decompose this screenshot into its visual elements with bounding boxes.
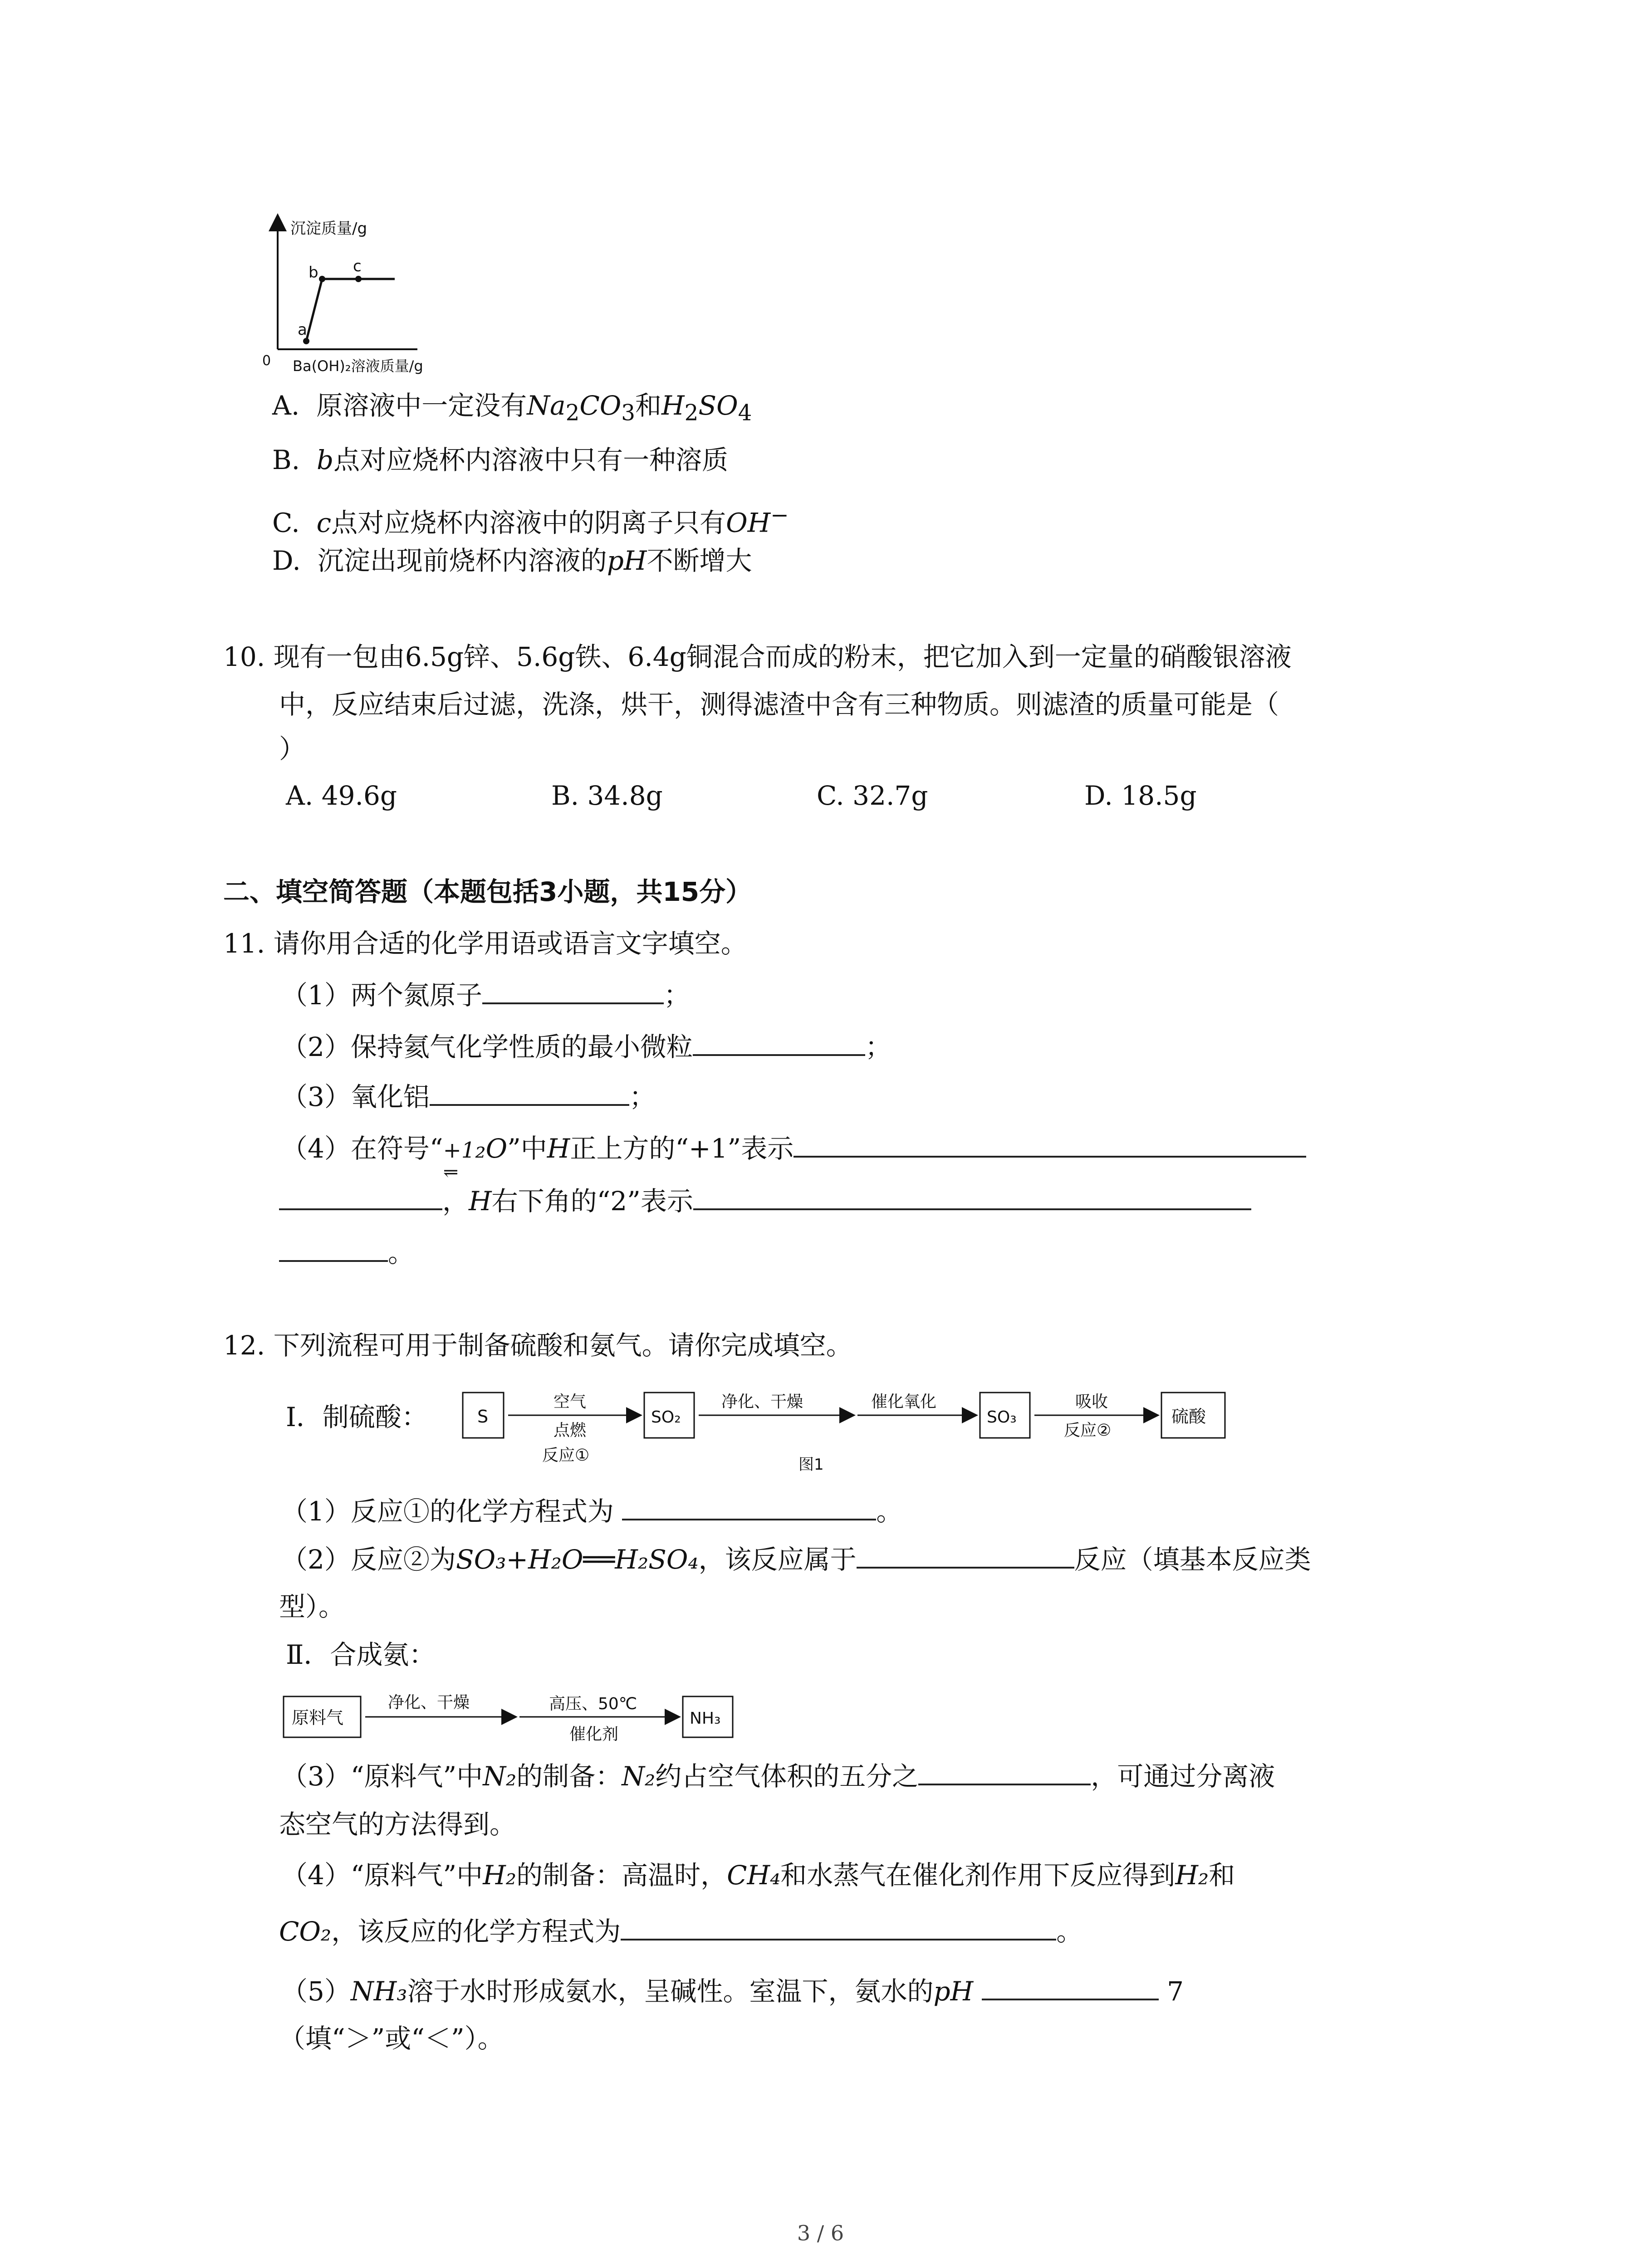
- q12-part1-q2-line2: 型）。: [279, 1591, 345, 1622]
- q11-blank-3[interactable]: [430, 1078, 629, 1106]
- flow1-arrow-3-top: 催化氧化: [871, 1393, 937, 1411]
- flow2-arrow-2-bottom: 催化剂: [569, 1725, 619, 1744]
- flow1-arrow-4-top: 吸收: [1075, 1393, 1108, 1411]
- q12-number: 12.: [223, 1330, 265, 1361]
- precipitate-curve: [306, 279, 395, 341]
- q10-option-d: D. 18.5g: [1084, 780, 1197, 811]
- point-b-label: b: [309, 264, 318, 282]
- origin-label: 0: [262, 353, 271, 369]
- q11-part1: （1）两个氮原子 ；: [281, 976, 690, 1012]
- q11-blank-4c[interactable]: [693, 1182, 1251, 1210]
- q12-part2-q3: （3）“原料气”中N₂的制备：N₂约占空气体积的五分之 ，可通过分离液: [281, 1757, 1275, 1794]
- q10-option-b: B. 34.8g: [551, 780, 663, 811]
- q12-blank-3[interactable]: [918, 1757, 1091, 1785]
- point-a-label: a: [298, 321, 307, 339]
- q11-blank-4b[interactable]: [279, 1182, 442, 1210]
- q12-blank-4[interactable]: [621, 1912, 1056, 1941]
- flow2-arrow-2-top: 高压、50℃: [549, 1695, 637, 1713]
- q9-option-d: D. 沉淀出现前烧杯内溶液的pH不断增大: [272, 545, 752, 576]
- q12-part1-q1: （1）反应①的化学方程式为 。: [281, 1492, 902, 1529]
- q11-part2: （2）保持氦气化学性质的最小微粒 ；: [281, 1028, 892, 1064]
- q11-part4-line3: 。: [279, 1234, 414, 1270]
- q12-part2-label: Ⅱ．合成氨：: [286, 1639, 436, 1670]
- point-b-marker: [319, 276, 325, 282]
- q11-number: 11.: [223, 928, 265, 959]
- q10-option-a: A. 49.6g: [286, 780, 397, 811]
- q12-part2-q3-line2: 态空气的方法得到。: [279, 1809, 516, 1840]
- q12-part2-q5-line2: （填“＞”或“＜”）。: [279, 2023, 504, 2054]
- q12-part2-q4-line2: CO₂，该反应的化学方程式为 。: [279, 1912, 1083, 1949]
- point-c-label: c: [353, 257, 362, 275]
- q9-option-a: A. 原溶液中一定没有$Na_2CO_3$和$H_2SO_4$: [272, 390, 752, 426]
- q12-part1-q2: （2）反应②为SO₃+H₂O══H₂SO₄，该反应属于 反应（填基本反应类: [281, 1540, 1311, 1577]
- point-c-marker: [355, 276, 362, 282]
- q12-part2-q4: （4）“原料气”中H₂的制备：高温时，CH₄和水蒸气在催化剂作用下反应得到H₂和: [281, 1860, 1235, 1891]
- flow1-arrow-1-top: 空气: [554, 1393, 587, 1411]
- q11-part3: （3）氧化铝 ；: [281, 1078, 656, 1114]
- sulfuric-acid-flow: [458, 1374, 1239, 1492]
- q12-blank-1[interactable]: [622, 1492, 876, 1520]
- q10-option-c: C. 32.7g: [817, 780, 928, 811]
- q12-blank-2[interactable]: [857, 1540, 1074, 1569]
- section-2-title: 二、填空简答题（本题包括3小题，共15分）: [223, 876, 752, 907]
- x-axis-label: Ba(OH)₂溶液质量/g: [293, 357, 423, 375]
- q11-blank-2[interactable]: [693, 1028, 865, 1056]
- flow1-box-so2-label: SO₂: [651, 1408, 681, 1427]
- page-number: 3 / 6: [797, 2221, 844, 2245]
- flow1-caption: 图1: [798, 1456, 824, 1474]
- q10-line2: 中，反应结束后过滤，洗涤，烘干，测得滤渣中含有三种物质。则滤渣的质量可能是（: [279, 689, 1279, 720]
- y-axis-label: 沉淀质量/g: [290, 220, 367, 238]
- q10-line1: 10. 现有一包由6.5g锌、5.6g铁、6.4g铜混合而成的粉末，把它加入到一定量的硝酸银溶液: [223, 641, 1292, 672]
- flow1-arrow-1-bottom-1: 点燃: [554, 1421, 587, 1440]
- flow2-box-nh3-label: NH₃: [690, 1709, 721, 1728]
- flow1-box-s-label: S: [477, 1407, 489, 1427]
- q10-line3: ）: [279, 733, 306, 764]
- q12-blank-5[interactable]: [982, 1972, 1159, 2000]
- point-a-marker: [303, 338, 309, 344]
- precipitate-graph: [254, 213, 490, 381]
- charge-symbol: +1 ⥫: [443, 1138, 475, 1183]
- q11-part4-line2: ，H右下角的“2”表示: [279, 1182, 1251, 1218]
- q10-number: 10.: [223, 641, 265, 672]
- q9-option-c: C. c点对应烧杯内溶液中的阴离子只有OH−: [272, 503, 789, 538]
- q11-blank-4a[interactable]: [794, 1129, 1306, 1158]
- q11-blank-1[interactable]: [482, 976, 664, 1004]
- flow1-arrow-4-bottom: 反应②: [1064, 1421, 1112, 1440]
- q9-option-b: B. b点对应烧杯内溶液中只有一种溶质: [272, 445, 729, 475]
- flow2-box-feedgas-label: 原料气: [292, 1708, 344, 1728]
- q11-part4-line1: （4）在符号“+1 ⥫ ₂O”中H正上方的“+1”表示: [281, 1129, 1306, 1168]
- q12-stem: 12. 下列流程可用于制备硫酸和氨气。请你完成填空。: [223, 1330, 852, 1361]
- flow1-arrow-2-top: 净化、干燥: [721, 1393, 803, 1411]
- flow1-box-acid-label: 硫酸: [1171, 1407, 1206, 1427]
- q12-part1-label: Ⅰ．制硫酸：: [286, 1402, 428, 1432]
- q12-part2-q5: （5）NH₃溶于水时形成氨水，呈碱性。室温下，氨水的pH 7: [281, 1972, 1184, 2009]
- flow2-arrow-1-top: 净化、干燥: [388, 1693, 470, 1712]
- q11-stem: 11. 请你用合适的化学用语或语言文字填空。: [223, 928, 747, 959]
- q11-blank-4d[interactable]: [279, 1234, 388, 1262]
- flow1-box-so3-label: SO₃: [987, 1408, 1017, 1427]
- flow1-arrow-1-bottom-2: 反应①: [542, 1446, 590, 1465]
